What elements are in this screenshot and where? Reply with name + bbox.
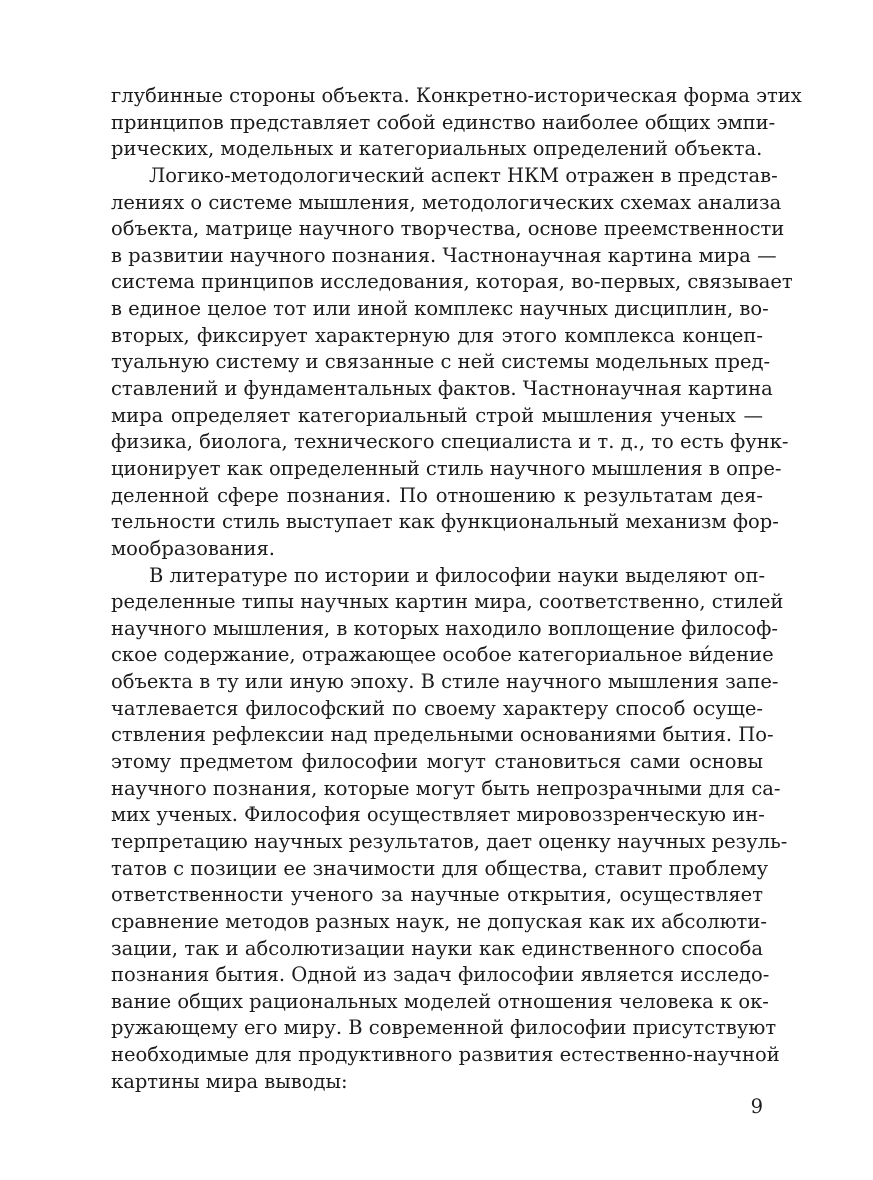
text-line: ружающему его миру. В современной философии присутствуют: [111, 1016, 777, 1040]
text-line: объекта в ту или иную эпоху. В стиле научного мышления запе-: [111, 670, 779, 694]
text-line: картины мира выводы:: [111, 1069, 348, 1093]
text-line: мира определяет категориальный строй мышления ученых —: [111, 403, 763, 427]
text-line: чатлевается философский по своему характеру способ осуще-: [111, 696, 763, 720]
text-line: ставлений и фундаментальных фактов. Частнонаучная картина: [111, 377, 773, 401]
text-line: ционирует как определенный стиль научного мышления в опре-: [111, 456, 782, 480]
text-line: научного мышления, в которых находило воплощение философ-: [111, 616, 778, 640]
text-line: в развитии научного познания. Частнонаучная картина мира —: [111, 243, 777, 267]
text-line: необходимые для продуктивного развития естественно-научной: [111, 1043, 780, 1067]
paragraph-1: [111, 83, 802, 163]
text-line: глубинные стороны объекта. Конкретно-историческая форма этих: [111, 84, 802, 107]
text-line: рических, модельных и категориальных определений объекта.: [111, 137, 763, 161]
text-line: в единое целое тот или иной комплекс научных дисциплин, во-: [111, 297, 769, 321]
paragraph-3: [111, 563, 788, 1096]
text-line: деленной сфере познания. По отношению к результатам дея-: [111, 483, 763, 507]
text-line: ское содержание, отражающее особое категориальное ви́дение: [111, 643, 774, 667]
text-line: этому предметом философии могут становиться сами основы: [111, 750, 763, 774]
text-line: туальную систему и связанные с ней системы модельных пред-: [111, 350, 771, 374]
text-line: научного познания, которые могут быть непрозрачными для са-: [111, 776, 781, 800]
text-line: принципов представляет собой единство наиболее общих эмпи-: [111, 110, 776, 134]
page-text: [111, 83, 802, 1095]
text-line: ределенные типы научных картин мира, соответственно, стилей: [111, 590, 784, 614]
text-line: ответственности ученого за научные открытия, осуществляет: [111, 883, 763, 907]
text-line: лениях о системе мышления, методологических схемах анализа: [111, 190, 782, 214]
paragraph-2: [111, 163, 793, 563]
text-line: познания бытия. Одной из задач философии является исследо-: [111, 963, 770, 987]
text-line: терпретацию научных результатов, дает оценку научных резуль-: [111, 829, 788, 853]
text-line: ствления рефлексии над предельными основаниями бытия. По-: [111, 723, 774, 747]
text-line: система принципов исследования, которая, во-первых, связывает: [111, 270, 793, 294]
text-line: физика, биолога, технического специалиста и т. д., то есть функ-: [111, 430, 789, 454]
page-number: 9: [750, 1095, 763, 1118]
text-line: мообразования.: [111, 536, 275, 560]
text-line: объекта, матрице научного творчества, основе преемственности: [111, 217, 785, 241]
text-line: татов с позиции ее значимости для общества, ставит проблему: [111, 856, 769, 880]
text-line: мих ученых. Философия осуществляет мировоззренческую ин-: [111, 803, 765, 827]
text-line: тельности стиль выступает как функциональный механизм фор-: [111, 510, 779, 534]
text-line: вторых, фиксирует характерную для этого комплекса концеп-: [111, 323, 763, 347]
text-line: сравнение методов разных наук, не допуская как их абсолюти-: [111, 909, 767, 933]
text-line: вание общих рациональных моделей отношения человека к ок-: [111, 989, 769, 1013]
text-line: зации, так и абсолютизации науки как единственного способа: [111, 936, 763, 960]
text-line: В литературе по истории и философии науки выделяют оп-: [149, 563, 766, 587]
text-line: Логико-методологический аспект НКМ отражен в представ-: [149, 163, 778, 187]
